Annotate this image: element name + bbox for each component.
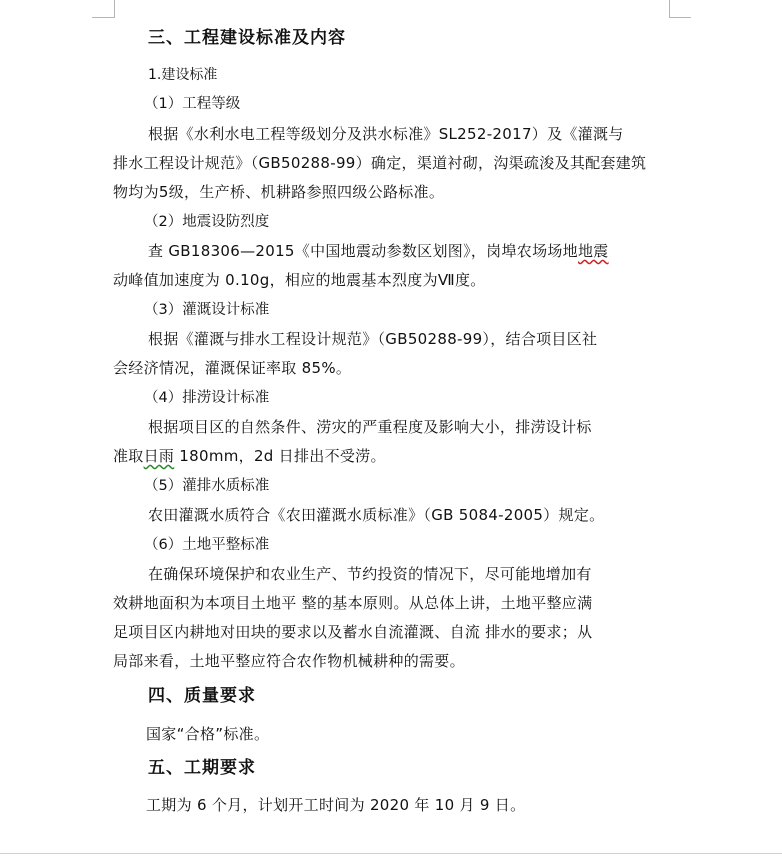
section-five-text: 工期为 6 个月，计划开工时间为 2020 年 10 月 9 日。 xyxy=(146,796,526,814)
s6-line-1: 在确保环境保护和农业生产、节约投资的情况下，尽可能地增加有 xyxy=(148,565,592,583)
s5-line-1: 农田灌溉水质符合《农田灌溉水质标准》（GB 5084-2005）规定。 xyxy=(148,506,605,524)
section-five-title: 五、工期要求 xyxy=(148,758,256,778)
crop-mark-top-right-v xyxy=(669,0,670,18)
s6-heading: （6）土地平整标准 xyxy=(144,537,270,553)
s2-heading: （2）地震设防烈度 xyxy=(144,214,270,230)
s4-heading: （4）排涝设计标准 xyxy=(144,390,270,406)
section-four-title: 四、质量要求 xyxy=(148,686,256,706)
s6-line-3: 足项目区内耕地对田块的要求以及蓄水自流灌溉、自流 排水的要求；从 xyxy=(113,623,593,641)
s1-line-3: 物均为5级，生产桥、机耕路参照四级公路标准。 xyxy=(113,183,445,201)
s2-line-1-text: 查 GB18306—2015《中国地震动参数区划图》，岗埠农场场地 xyxy=(148,242,578,260)
s1-line-2: 排水工程设计规范》（GB50288-99）确定，渠道衬砌，沟渠疏浚及其配套建筑 xyxy=(113,154,647,172)
s6-line-4: 局部来看，土地平整应符合农作物机械耕种的需要。 xyxy=(113,652,465,670)
s4-line-2-c: 180mm，2d 日排出不受涝。 xyxy=(174,447,386,465)
s2-line-1-flagged: 地震 xyxy=(577,242,609,260)
s4-line-2-flagged: 日雨 xyxy=(143,447,175,465)
s4-line-2 xyxy=(113,446,386,466)
sub-one-title: 1.建设标准 xyxy=(148,67,218,83)
s3-line-2: 会经济情况，灌溉保证率取 85%。 xyxy=(113,359,352,377)
crop-mark-top-left-v xyxy=(114,0,115,18)
s2-line-1 xyxy=(148,241,609,261)
s3-line-1: 根据《灌溉与排水工程设计规范》（GB50288-99），结合项目区社 xyxy=(148,330,598,348)
section-three-title: 三、工程建设标准及内容 xyxy=(148,28,346,48)
page-bottom-edge xyxy=(0,853,782,854)
s4-line-1: 根据项目区的自然条件、涝灾的严重程度及影响大小，排涝设计标 xyxy=(148,418,592,436)
section-four-text: 国家“合格”标准。 xyxy=(146,725,270,743)
crop-mark-top-right-h xyxy=(669,17,691,18)
s1-heading: （1）工程等级 xyxy=(144,96,241,112)
s1-line-1: 根据《水利水电工程等级划分及洪水标准》SL252-2017）及《灌溉与 xyxy=(148,125,624,143)
s2-line-2: 动峰值加速度为 0.10g，相应的地震基本烈度为Ⅶ度。 xyxy=(113,271,486,289)
s5-heading: （5）灌排水质标准 xyxy=(144,478,270,494)
s6-line-2: 效耕地面积为本项目土地平 整的基本原则。从总体上讲，土地平整应满 xyxy=(113,594,593,612)
s4-line-2-a: 准取 xyxy=(113,447,144,465)
crop-mark-top-left-h xyxy=(92,17,114,18)
s3-heading: （3）灌溉设计标准 xyxy=(144,302,270,318)
